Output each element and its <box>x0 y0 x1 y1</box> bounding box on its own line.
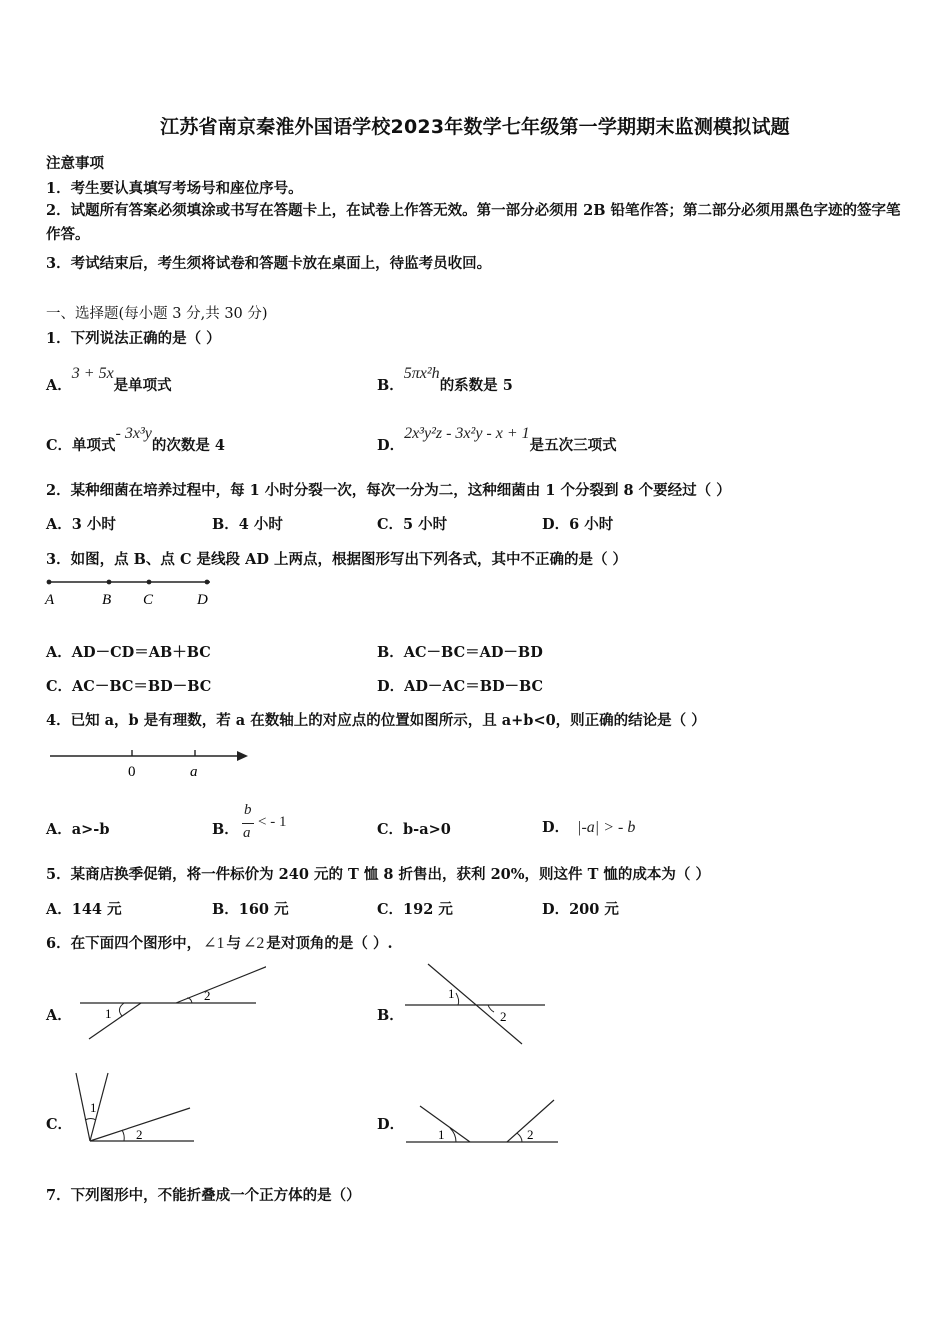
figure-c-arc1 <box>85 1119 96 1121</box>
q7-stem: 7．下列图形中，不能折叠成一个正方体的是（） <box>46 1187 361 1204</box>
q6-stem <box>46 932 393 953</box>
q6-stem-a: 6．在下面四个图形中， <box>46 935 202 952</box>
q5-option-a: A．144 元 <box>46 901 122 918</box>
q1-option-b <box>377 362 513 394</box>
q1-a-text: 是单项式 <box>113 377 172 394</box>
q3-option-c: C．AC－BC＝BD－BC <box>46 678 212 695</box>
axis-label-a: a <box>190 764 198 780</box>
q5-stem: 5．某商店换季促销，将一件标价为 240 元的 T 恤 8 折售出，获利 20%，则这件 T 恤的成本为（ ） <box>46 866 710 883</box>
q1-d-label: D． <box>377 437 405 454</box>
notice-heading: 注意事项 <box>46 155 104 172</box>
point-c <box>147 580 152 585</box>
q1-option-d <box>377 422 617 454</box>
q6-stem-angle2: ∠2 <box>243 935 265 952</box>
q4-b-rest: < - 1 <box>258 814 287 830</box>
q6-label-d: D． <box>377 1116 405 1133</box>
figure-b-arc1 <box>456 993 459 1005</box>
q1-b-math: 5πx²h <box>403 365 440 382</box>
q2-stem: 2．某种细菌在培养过程中，每 1 小时分裂一次，每次一分为二，这种细菌由 1 个分裂到 8 个要经过（ ） <box>46 482 731 499</box>
figure-a-angle2: 2 <box>204 988 211 1003</box>
q4-b-numerator: b <box>244 802 252 818</box>
q4-option-d <box>542 816 635 837</box>
q4-stem: 4．已知 a，b 是有理数，若 a 在数轴上的对应点的位置如图所示，且 a+b<0，则正确的结论是（ ） <box>46 712 706 729</box>
q5-option-b: B．160 元 <box>212 901 289 918</box>
figure-d-arc2 <box>517 1133 522 1142</box>
q4-d-math: |-a| > - b <box>577 819 636 836</box>
point-d <box>205 580 210 585</box>
q6-label-b: B． <box>377 1007 404 1024</box>
q6-label-a: A． <box>46 1007 72 1024</box>
q6-figure-c <box>70 1070 198 1146</box>
page-title: 江苏省南京秦淮外国语学校2023年数学七年级第一学期期末监测模拟试题 <box>160 116 790 138</box>
q1-a-label: A． <box>46 377 72 394</box>
q1-option-a <box>46 362 172 394</box>
label-c: C <box>143 592 154 608</box>
q2-option-a: A．3 小时 <box>46 516 116 533</box>
section-heading: 一、选择题(每小题 3 分,共 30 分) <box>46 306 268 322</box>
q1-c-label: C．单项式 <box>46 437 116 454</box>
figure-c-angle2: 2 <box>136 1127 143 1142</box>
q4-b-fraction-bar <box>242 823 254 824</box>
q1-c-text: 的次数是 4 <box>151 437 226 454</box>
q1-a-math: 3 + 5x <box>71 365 114 382</box>
q3-segment-figure <box>40 574 230 612</box>
notice-item-1: 1．考生要认真填写考场号和座位序号。 <box>46 180 303 197</box>
figure-c-left-ray <box>76 1073 90 1141</box>
q6-label-c: C． <box>46 1116 73 1133</box>
q3-stem: 3．如图，点 B、点 C 是线段 AD 上两点，根据图形写出下列各式，其中不正确的是（ ） <box>46 551 627 568</box>
q1-b-text: 的系数是 5 <box>439 377 513 394</box>
q4-d-label: D． <box>542 819 570 836</box>
q2-option-d: D．6 小时 <box>542 516 614 533</box>
q6-stem-c: 是对顶角的是（ ）. <box>266 935 393 952</box>
notice-item-2: 2．试题所有答案必须填涂或书写在答题卡上，在试卷上作答无效。第一部分必须用 2B 铅笔作答；第二部分必须用黑色字迹的签字笔作答。 <box>46 202 901 243</box>
figure-b-diagonal <box>428 964 522 1044</box>
q2-option-b: B．4 小时 <box>212 516 283 533</box>
q2-option-c: C．5 小时 <box>377 516 448 533</box>
figure-b-angle1: 1 <box>448 986 455 1001</box>
figure-a-right-ray <box>176 966 266 1003</box>
q1-d-text: 是五次三项式 <box>529 437 617 454</box>
q6-stem-b: 与 <box>226 935 241 952</box>
figure-d-angle2: 2 <box>527 1127 534 1142</box>
q1-stem: 1．下列说法正确的是（ ） <box>46 330 221 347</box>
point-b <box>107 580 112 585</box>
q5-option-d: D．200 元 <box>542 901 619 918</box>
q1-option-c <box>46 422 226 454</box>
axis-arrow-icon <box>237 751 248 761</box>
q4-b-denominator: a <box>243 825 251 841</box>
axis-label-zero: 0 <box>128 764 136 780</box>
figure-d-angle1: 1 <box>438 1127 445 1142</box>
q5-option-c: C．192 元 <box>377 901 453 918</box>
figure-c-arc2 <box>122 1130 124 1141</box>
figure-d-left-ray <box>420 1106 470 1142</box>
notice-item-3: 3．考试结束后，考生须将试卷和答题卡放在桌面上，待监考员收回。 <box>46 255 492 272</box>
q3-option-b: B．AC－BC＝AD－BD <box>377 644 543 661</box>
q4-option-c: C．b-a>0 <box>377 821 451 838</box>
figure-a-arc1 <box>119 1003 124 1016</box>
figure-c-angle1: 1 <box>90 1100 97 1115</box>
figure-b-angle2: 2 <box>500 1009 507 1024</box>
label-a: A <box>45 592 55 608</box>
q1-d-math: 2x³y²z - 3x²y - x + 1 <box>404 425 530 442</box>
q6-figure-d <box>404 1096 562 1148</box>
q6-figure-a <box>76 962 266 1046</box>
q1-b-label: B． <box>377 377 404 394</box>
q3-option-a: A．AD－CD＝AB＋BC <box>46 644 211 661</box>
figure-a-angle1: 1 <box>105 1006 112 1021</box>
figure-b-arc2 <box>488 1005 494 1012</box>
q4-number-line <box>44 742 254 782</box>
q3-option-d: D．AD－AC＝BD－BC <box>377 678 544 695</box>
q4-option-a: A．a>-b <box>46 821 110 838</box>
point-a <box>47 580 52 585</box>
label-b: B <box>102 592 112 608</box>
q4-b-label: B． <box>212 821 239 838</box>
q6-figure-b <box>402 960 550 1048</box>
figure-a-left-ray <box>89 1003 141 1039</box>
q1-c-math: - 3x³y <box>115 425 152 442</box>
q6-stem-angle1: ∠1 <box>203 935 225 952</box>
label-d: D <box>197 592 208 608</box>
